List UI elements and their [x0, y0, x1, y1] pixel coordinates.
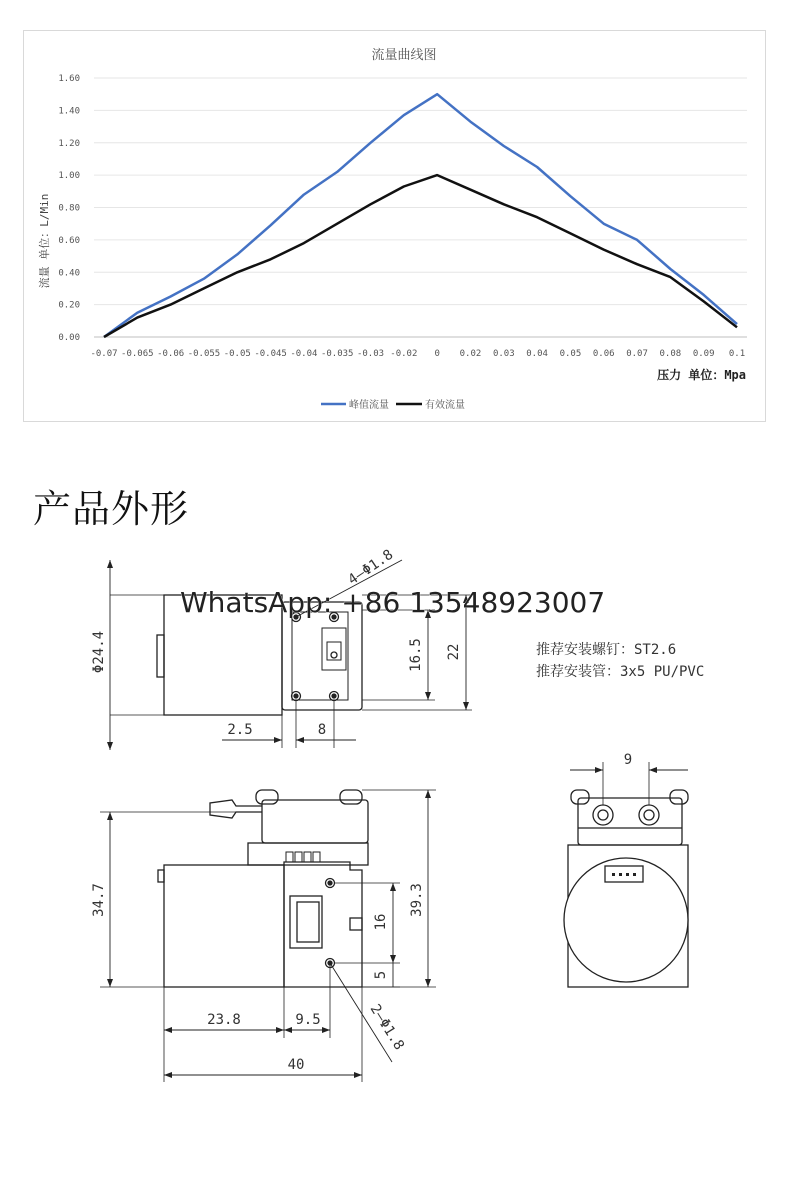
dim-16-5: 16.5: [408, 638, 424, 672]
flow-chart: [24, 31, 765, 421]
y-tick-label: 0.40: [58, 268, 80, 279]
dim-16: 16: [373, 913, 389, 931]
x-tick-label: -0.05: [223, 349, 251, 359]
dim-2-5: 2.5: [227, 722, 253, 738]
whatsapp-watermark: WhatsApp: +86 13548923007: [180, 586, 606, 619]
port-right-icon: [639, 805, 659, 825]
pump-head-front: [262, 800, 368, 843]
y-tick-labels: [58, 74, 80, 343]
chart-series: [104, 94, 737, 337]
y-tick-label: 1.40: [58, 106, 80, 117]
x-tick-labels: [90, 349, 745, 359]
series-line-peak: [104, 94, 737, 337]
x-tick-label: 0.07: [626, 349, 648, 359]
note-tube: 推荐安装管：3x5 PU/PVC: [536, 664, 705, 680]
x-tick-label: -0.065: [121, 349, 154, 359]
motor-end-cap: [564, 858, 688, 982]
dim-9: 9: [623, 752, 633, 768]
x-tick-label: 0.1: [728, 349, 746, 359]
pump-dimension-drawing: [0, 535, 790, 1095]
dim-holes-side: 2—Φ1.8: [366, 1001, 407, 1054]
dim-39-3: 39.3: [409, 883, 425, 917]
motor-body-front: [164, 865, 284, 987]
note-screw: 推荐安装螺钉：ST2.6: [536, 642, 677, 658]
dim-22: 22: [446, 643, 462, 661]
dim-9-5: 9.5: [295, 1012, 321, 1028]
x-tick-label: 0.03: [492, 349, 515, 359]
x-tick-label: -0.02: [390, 349, 418, 359]
dim-23-8: 23.8: [207, 1012, 241, 1028]
chart-title: 流量曲线图: [371, 48, 437, 63]
x-tick-label: -0.07: [90, 349, 118, 359]
section-title: 产品外形: [33, 487, 190, 531]
x-tick-label: 0.08: [659, 349, 682, 359]
x-tick-label: 0: [434, 349, 440, 359]
chart-grid: [94, 78, 747, 337]
x-tick-label: 0.02: [459, 349, 482, 359]
x-tick-label: -0.04: [290, 349, 318, 359]
y-axis-label: 流量 单位：L/Min: [38, 193, 51, 289]
x-tick-label: -0.045: [254, 349, 287, 359]
x-tick-label: -0.035: [320, 349, 354, 359]
y-tick-label: 0.60: [58, 235, 80, 246]
legend-label-peak: 峰值流量: [349, 400, 389, 411]
x-tick-label: 0.09: [692, 349, 715, 359]
x-tick-label: 0.05: [559, 349, 582, 359]
x-tick-label: -0.03: [356, 349, 385, 359]
x-axis-label: 压力 单位：Mpa: [657, 368, 746, 382]
dim-body-diameter: Φ24.4: [91, 630, 107, 674]
dim-5: 5: [373, 970, 389, 980]
y-tick-label: 0.00: [58, 333, 80, 343]
port-left-icon: [593, 805, 613, 825]
dim-40: 40: [287, 1057, 305, 1073]
flow-chart-panel: [23, 30, 766, 422]
legend-label-effective: 有效流量: [425, 400, 465, 411]
x-tick-label: 0.04: [526, 349, 548, 359]
chart-legend: [321, 398, 465, 411]
x-tick-label: 0.06: [592, 349, 615, 359]
y-tick-label: 0.20: [58, 300, 80, 311]
dim-8: 8: [317, 722, 327, 738]
x-tick-label: -0.06: [157, 349, 185, 359]
series-line-effective: [104, 175, 737, 337]
y-tick-label: 1.60: [58, 74, 80, 84]
y-tick-label: 0.80: [58, 203, 80, 214]
dim-holes-top: 4—Φ1.8: [345, 546, 397, 589]
y-tick-label: 1.20: [58, 138, 80, 149]
y-tick-label: 1.00: [58, 171, 80, 182]
side-view: [564, 762, 688, 987]
dim-34-7: 34.7: [91, 883, 107, 917]
x-tick-label: -0.055: [187, 349, 221, 359]
outlet-nozzle-icon: [210, 800, 262, 818]
